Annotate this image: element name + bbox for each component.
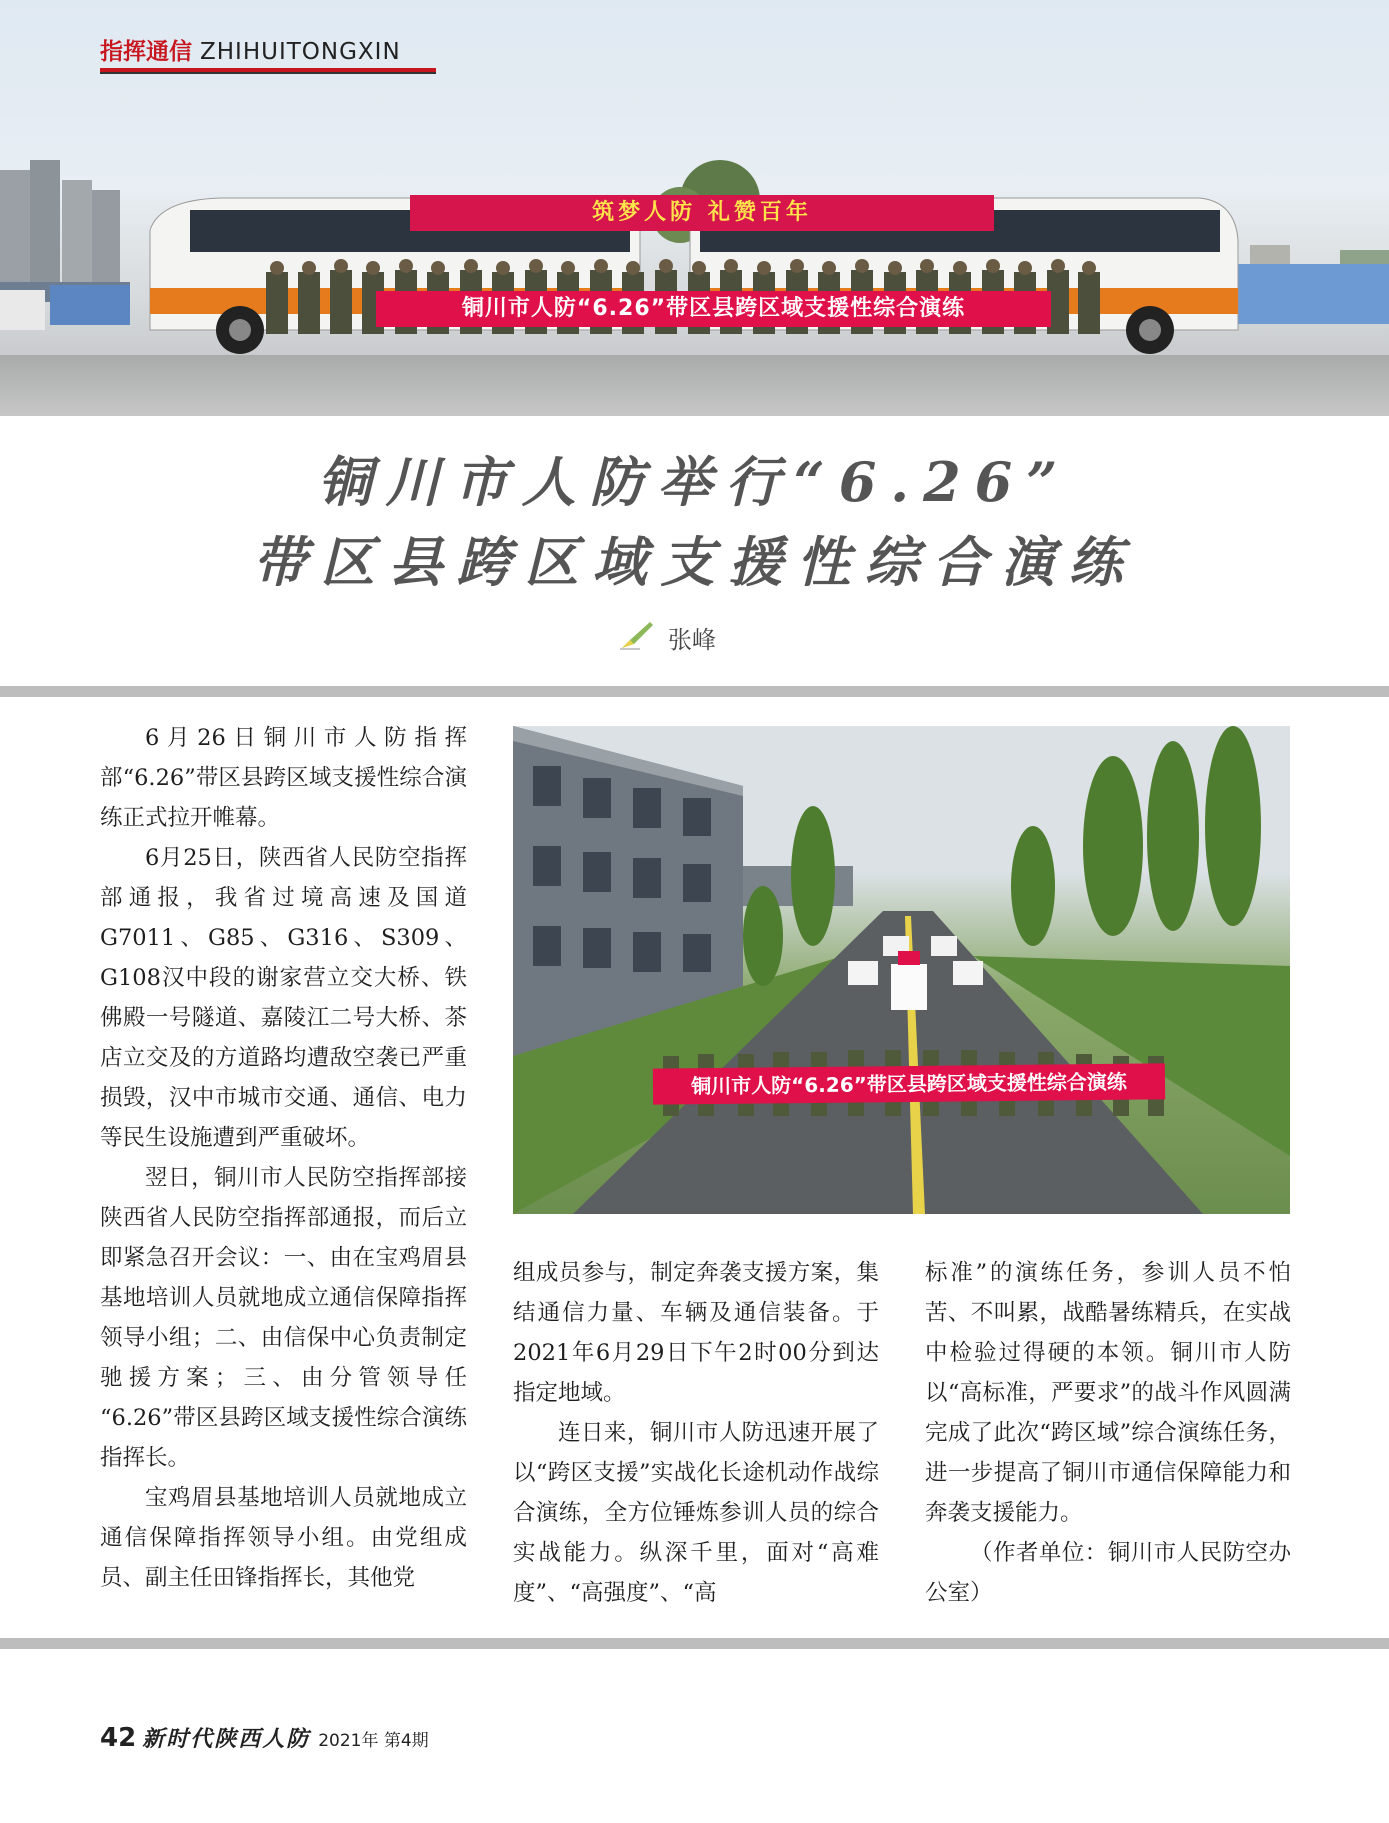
section-tag (100, 34, 401, 70)
paragraph-continuation: 标准”的演练任务，参训人员不怕苦、不叫累，战酷暑练精兵，在实战中检验过得硬的本领。铜川市人防以“高标准，严要求”的战斗作风圆满完成了此次“跨区域”综合演练任务，进一步提高了铜川市通信保障能力和奔袭支援能力。 (925, 1260, 1291, 1526)
body-column-1 (100, 718, 467, 1598)
paragraph: 连日来，铜川市人防迅速开展了以“跨区支援”实战化长途机动作战综合演练，全方位锤炼参训人员的综合实战能力。纵深千里，面对“高难度”、“高强度”、“高 (513, 1420, 879, 1606)
drill-photo (513, 726, 1290, 1214)
issue-label: 2021年 第4期 (318, 1731, 429, 1751)
body-column-2 (513, 1253, 879, 1613)
author-affiliation: （作者单位：铜川市人民防空办公室） (925, 1540, 1291, 1606)
magazine-name: 新时代陕西人防 (142, 1727, 311, 1752)
hero-photo (0, 0, 1389, 416)
page-number: 42 (100, 1723, 137, 1753)
body-column-3 (925, 1253, 1291, 1613)
photo-banner (653, 1063, 1165, 1104)
paragraph-continuation: 组成员参与，制定奔袭支援方案，集结通信力量、车辆及通信装备。于2021年6月29日下午2时00分到达指定地域。 (513, 1260, 879, 1406)
page-footer (100, 1720, 429, 1756)
article-title-line1: 铜川市人防举行“6.26” (317, 450, 1072, 514)
banner-top (410, 195, 994, 231)
banner-top-text: 筑梦人防 礼赞百年 (592, 200, 812, 225)
section-rule-dark (100, 72, 436, 74)
author-name: 张峰 (668, 626, 716, 654)
section-name-cn: 指挥通信 (100, 39, 192, 65)
paragraph: 6月25日，陕西省人民防空指挥部通报，我省过境高速及国道G7011、G85、G316、S309、G108汉中段的谢家营立交大桥、铁佛殿一号隧道、嘉陵江二号大桥、茶店立交及的方道路均遭敌空袭已严重损毁，汉中市城市交通、通信、电力等民生设施遭到严重破坏。 (100, 845, 467, 1151)
photo-scene (513, 726, 1290, 1214)
paragraph: 6月26日铜川市人防指挥部“6.26”带区县跨区域支援性综合演练正式拉开帷幕。 (100, 725, 467, 831)
pen-icon (620, 620, 654, 662)
divider-bottom (0, 1638, 1389, 1649)
divider-top (0, 686, 1389, 697)
article-title-line2: 带区县跨区域支援性综合演练 (252, 530, 1137, 594)
author-byline (620, 620, 716, 660)
paragraph: 宝鸡眉县基地培训人员就地成立通信保障指挥领导小组。由党组成员、副主任田锋指挥长，其他党 (100, 1485, 467, 1591)
banner-main-text: 铜川市人防“6.26”带区县跨区域支援性综合演练 (461, 296, 966, 321)
photo-banner-text: 铜川市人防“6.26”带区县跨区域支援性综合演练 (691, 1069, 1127, 1099)
section-name-en: ZHIHUITONGXIN (200, 39, 401, 65)
banner-main (376, 291, 1051, 327)
ground-plaza (0, 355, 1389, 416)
paragraph: 翌日，铜川市人民防空指挥部接陕西省人民防空指挥部通报，而后立即紧急召开会议：一、由在宝鸡眉县基地培训人员就地成立通信保障指挥领导小组；二、由信保中心负责制定驰援方案；三、由分管领导任 “6.26”带区县跨区域支援性综合演练指挥长。 (100, 1165, 467, 1471)
